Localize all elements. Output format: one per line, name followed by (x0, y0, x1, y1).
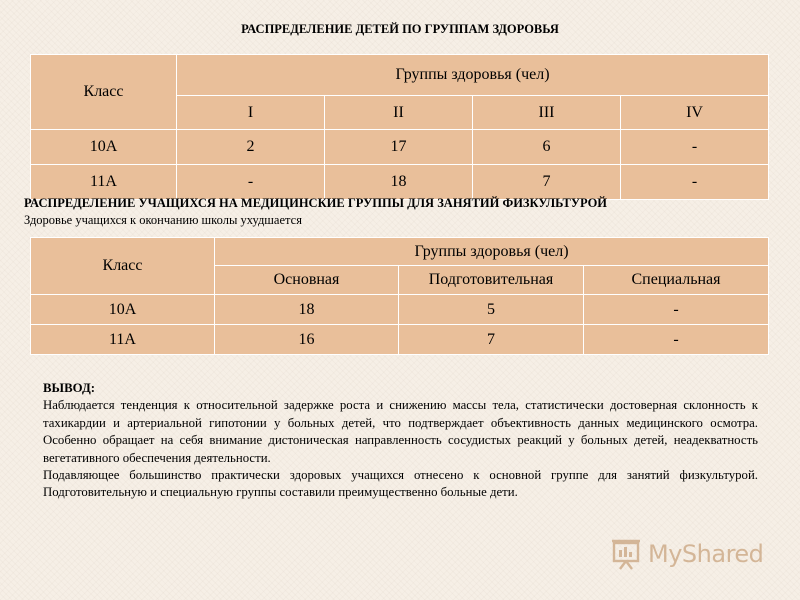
table-row (31, 165, 769, 200)
group-subheader: I (177, 96, 325, 130)
class-cell: 10А (31, 130, 177, 165)
value-cell: - (621, 165, 769, 200)
class-cell: 11А (31, 325, 215, 355)
group-subheader: Основная (215, 266, 399, 295)
value-cell: 17 (325, 130, 473, 165)
table-row (31, 130, 769, 165)
value-cell: 7 (399, 325, 584, 355)
value-cell: 6 (473, 130, 621, 165)
class-header: Класс (31, 238, 215, 295)
class-cell: 11А (31, 165, 177, 200)
value-cell: 18 (325, 165, 473, 200)
logo-text: MyShared (648, 540, 764, 568)
conclusion-heading: ВЫВОД: (43, 381, 96, 395)
group-header: Группы здоровья (чел) (215, 238, 769, 266)
conclusion-paragraph: Подавляющее большинство практически здоровых учащихся отнесено к основной группе для занятий физкультурой. Подготовительную и специальную группы составили преимущественно больные дети. (43, 468, 758, 500)
table2-subtitle: Здоровье учащихся к окончанию школы ухудшается (24, 213, 302, 227)
class-cell: 10А (31, 295, 215, 325)
value-cell: - (584, 295, 769, 325)
value-cell: - (621, 130, 769, 165)
group-subheader: Специальная (584, 266, 769, 295)
group-subheader: II (325, 96, 473, 130)
projector-screen-icon (608, 536, 644, 572)
value-cell: 5 (399, 295, 584, 325)
group-subheader: IV (621, 96, 769, 130)
myshared-logo (608, 536, 763, 572)
value-cell: - (177, 165, 325, 200)
value-cell: 7 (473, 165, 621, 200)
value-cell: 18 (215, 295, 399, 325)
group-header: Группы здоровья (чел) (177, 55, 769, 96)
conclusion-paragraph: Наблюдается тенденция к относительной задержке роста и снижению массы тела, статистически достоверная склонность к тахикардии и артериальной гипотонии у больных детей, что подтверждает объективность данных медицинского осмотра. Особенно обращает на себя внимание дистоническая направленность сосудистых реакций у больных детей, неадекватность вегетативного обеспечения деятельности. (43, 398, 758, 465)
value-cell: - (584, 325, 769, 355)
group-subheader: III (473, 96, 621, 130)
class-header: Класс (31, 55, 177, 130)
group-subheader: Подготовительная (399, 266, 584, 295)
medical-groups-table (30, 237, 769, 355)
conclusion-block (43, 380, 758, 502)
table-row (31, 295, 769, 325)
table-row (31, 325, 769, 355)
table1-title: РАСПРЕДЕЛЕНИЕ ДЕТЕЙ ПО ГРУППАМ ЗДОРОВЬЯ (241, 22, 559, 36)
table2-title: РАСПРЕДЕЛЕНИЕ УЧАЩИХСЯ НА МЕДИЦИНСКИЕ ГРУППЫ ДЛЯ ЗАНЯТИЙ ФИЗКУЛЬТУРОЙ (24, 196, 608, 210)
value-cell: 2 (177, 130, 325, 165)
health-groups-table (30, 54, 769, 200)
value-cell: 16 (215, 325, 399, 355)
